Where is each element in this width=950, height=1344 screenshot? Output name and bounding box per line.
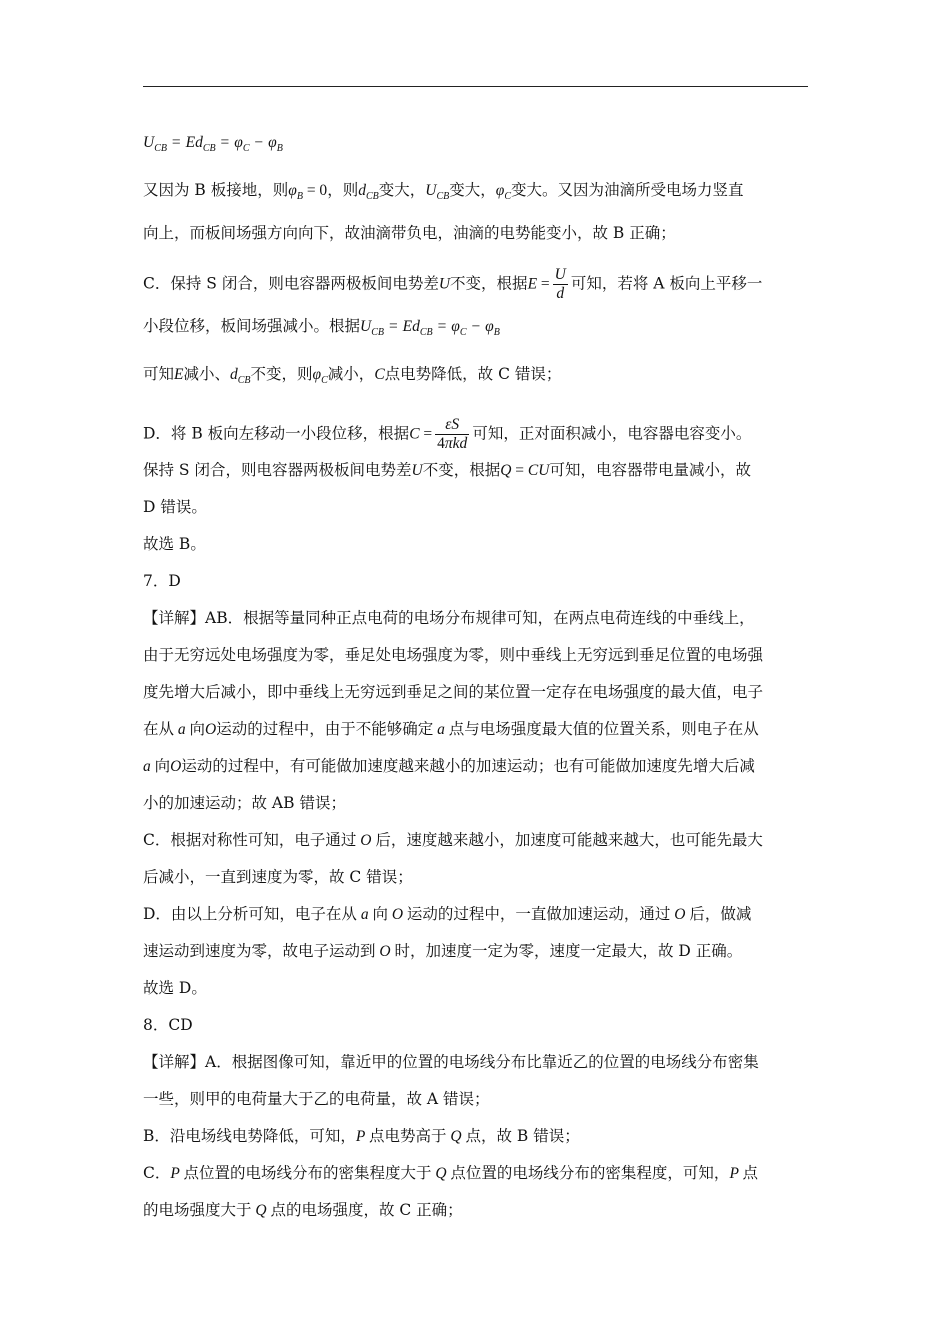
equation-line: $U_{CB} = Ed_{CB} = \varphi_C - \varphi_B$ bbox=[143, 134, 283, 154]
text-line: 故选 B。 bbox=[143, 535, 206, 553]
text-line: 【详解】AB．根据等量同种正点电荷的电场分布规律可知，在两点电荷连线的中垂线上， bbox=[143, 609, 755, 627]
answer-heading: 8．CD bbox=[143, 1016, 193, 1034]
text-line: 由于无穷远处电场强度为零，垂足处电场强度为零，则中垂线上无穷远到垂足位置的电场强 bbox=[143, 646, 764, 664]
text-line: D．将 B 板向左移动一小段位移，根据C = $\frac{\varepsilon S}{\text{4πkd}}$ 可知，正对面积减小，电容器电容变小。 bbox=[143, 416, 752, 452]
text-line: D．由以上分析可知，电子在从 a 向 O 运动的过程中，一直做加速运动，通过 O 后，做减 bbox=[143, 905, 752, 923]
text-line: 故选 D。 bbox=[143, 979, 207, 997]
fraction-u-over-d: $\frac{U}{d}$ bbox=[554, 266, 566, 302]
text-line: 度先增大后减小，即中垂线上无穷远到垂足之间的某位置一定存在电场强度的最大值，电子 bbox=[143, 683, 764, 701]
text-line: C．保持 S 闭合，则电容器两极板间电势差U不变，根据E = $\frac{U}{d}$ 可知，若将 A 板向上平移一 bbox=[143, 266, 763, 302]
text-line: 的电场强度大于 Q 点的电场强度，故 C 正确； bbox=[143, 1201, 463, 1219]
text-line: 向上，而板间场强方向向下，故油滴带负电，油滴的电势能变小，故 B 正确； bbox=[143, 224, 676, 242]
text-line: 小的加速运动；故 AB 错误； bbox=[143, 794, 346, 812]
text-line: 一些，则甲的电荷量大于乙的电荷量，故 A 错误； bbox=[143, 1090, 490, 1108]
text-line: 【详解】A．根据图像可知，靠近甲的位置的电场线分布比靠近乙的位置的电场线分布密集 bbox=[143, 1053, 759, 1071]
text-line: C．根据对称性可知，电子通过 O 后，速度越来越小，加速度可能越来越大，也可能先最大 bbox=[143, 831, 763, 849]
fraction-capacitance: $\frac{\varepsilon S}{\text{4πkd}}$ bbox=[437, 416, 468, 452]
text-line: 后减小，一直到速度为零，故 C 错误； bbox=[143, 868, 413, 886]
text-line: 可知E减小、$d_{CB}$不变，则$\varphi_C$减小，C点电势降低，故 C 错误； bbox=[143, 365, 562, 386]
text-line: D 错误。 bbox=[143, 498, 207, 516]
text-line: C．P 点位置的电场线分布的密集程度大于 Q 点位置的电场线分布的密集程度，可知，P 点 bbox=[143, 1164, 759, 1182]
answer-heading: 7．D bbox=[143, 572, 181, 590]
text-line: a 向O运动的过程中，有可能做加速度越来越小的加速运动；也有可能做加速度先增大后减 bbox=[143, 757, 755, 775]
text-line: 在从 a 向O运动的过程中，由于不能够确定 a 点与电场强度最大值的位置关系，则电子在从 bbox=[143, 720, 759, 738]
text-line: 速运动到速度为零，故电子运动到 O 时，加速度一定为零，速度一定最大，故 D 正确。 bbox=[143, 942, 743, 960]
text-line: 保持 S 闭合，则电容器两极板间电势差U不变，根据Q = CU可知，电容器带电量减小，故 bbox=[143, 461, 751, 479]
text-line: 小段位移，板间场强减小。根据$U_{CB} = Ed_{CB} = \varphi_C - \varphi_B$ bbox=[143, 317, 500, 338]
header-rule bbox=[143, 86, 808, 87]
text-line: 又因为 B 板接地，则$\varphi_B = 0$，则$d_{CB}$变大，$U_{CB}$变大，$\varphi_C$变大。又因为油滴所受电场力竖直 bbox=[143, 181, 744, 202]
text-line: B．沿电场线电势降低，可知，P 点电势高于 Q 点，故 B 错误； bbox=[143, 1127, 580, 1145]
